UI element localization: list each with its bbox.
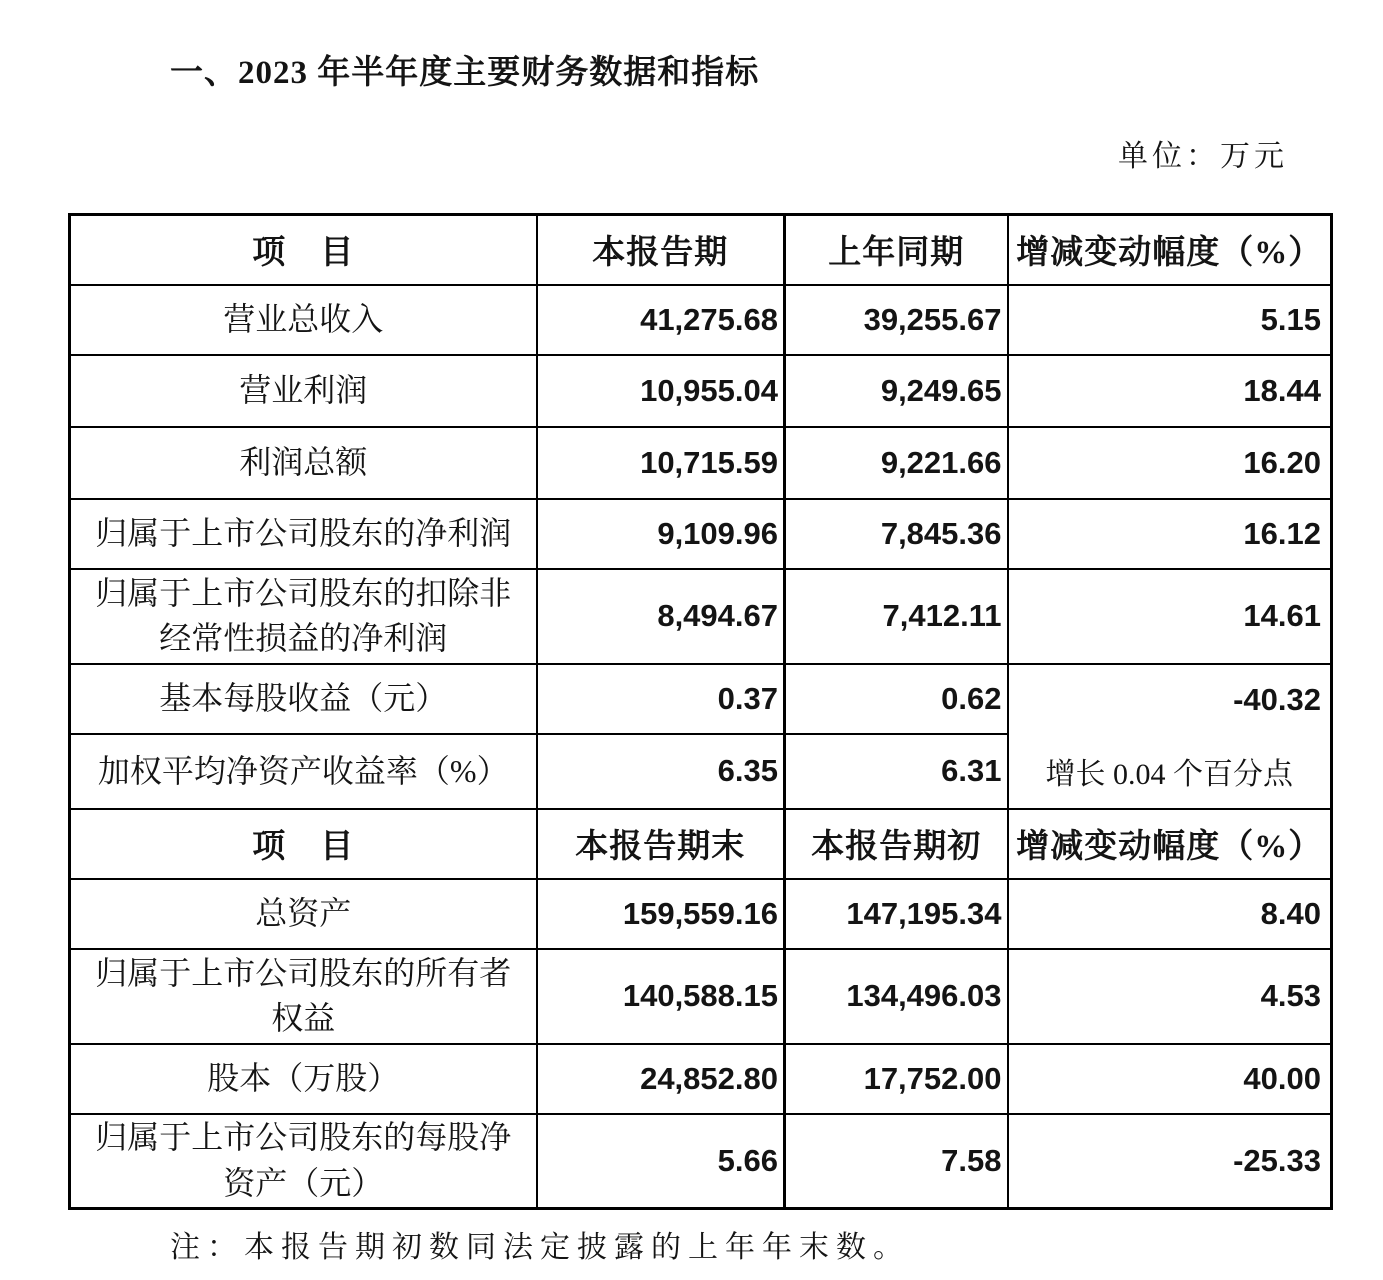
cell-prior: 6.31 [785, 734, 1008, 808]
cell-prior: 7,412.11 [785, 569, 1008, 664]
cell-item: 加权平均净资产收益率（%） [70, 734, 537, 808]
financial-table [68, 213, 1333, 1210]
cell-prior: 7,845.36 [785, 499, 1008, 569]
cell-item: 利润总额 [70, 427, 537, 499]
cell-item: 归属于上市公司股东的净利润 [70, 499, 537, 569]
change-roe-note: 增长 0.04 个百分点 [1045, 758, 1293, 791]
row-share-capital [70, 1044, 1332, 1114]
cell-item: 归属于上市公司股东的扣除非经常性损益的净利润 [70, 569, 537, 664]
cell-period-end: 5.66 [537, 1114, 785, 1209]
header-period-end: 本报告期末 [537, 809, 785, 879]
header-period-begin: 本报告期初 [785, 809, 1008, 879]
cell-prior: 0.62 [785, 664, 1008, 735]
cell-change: 8.40 [1008, 879, 1332, 949]
unit-label: 单位：万元 [1118, 140, 1288, 173]
change-eps-value: -40.32 [1233, 681, 1321, 717]
cell-current: 8,494.67 [537, 569, 785, 664]
cell-period-end: 140,588.15 [537, 949, 785, 1044]
row-net-assets-per-share [70, 1114, 1332, 1209]
cell-change-merged [1008, 664, 1332, 809]
header-row-balance [70, 809, 1332, 879]
header-item: 项 目 [70, 215, 537, 285]
cell-prior: 39,255.67 [785, 285, 1008, 355]
row-owners-equity [70, 949, 1332, 1044]
cell-item: 营业利润 [70, 355, 537, 427]
row-net-profit [70, 499, 1332, 569]
cell-current: 41,275.68 [537, 285, 785, 355]
cell-current: 9,109.96 [537, 499, 785, 569]
row-total-assets [70, 879, 1332, 949]
cell-change: -25.33 [1008, 1114, 1332, 1209]
row-total-revenue [70, 285, 1332, 355]
header-change-rate: 增减变动幅度（%） [1008, 215, 1332, 285]
row-operating-profit [70, 355, 1332, 427]
cell-current: 6.35 [537, 734, 785, 808]
footnote: 注：本报告期初数同法定披露的上年年末数。 [170, 1231, 910, 1264]
cell-current: 10,715.59 [537, 427, 785, 499]
cell-prior: 9,249.65 [785, 355, 1008, 427]
cell-change: 18.44 [1008, 355, 1332, 427]
cell-period-begin: 147,195.34 [785, 879, 1008, 949]
row-basic-eps [70, 664, 1332, 735]
header-item: 项 目 [70, 809, 537, 879]
row-total-profit [70, 427, 1332, 499]
cell-change: 40.00 [1008, 1044, 1332, 1114]
header-prior-period: 上年同期 [785, 215, 1008, 285]
cell-change: 4.53 [1008, 949, 1332, 1044]
cell-period-end: 24,852.80 [537, 1044, 785, 1114]
row-net-profit-deducted [70, 569, 1332, 664]
cell-item: 股本（万股） [70, 1044, 537, 1114]
cell-current: 10,955.04 [537, 355, 785, 427]
cell-item: 基本每股收益（元） [70, 664, 537, 735]
header-change-rate: 增减变动幅度（%） [1008, 809, 1332, 879]
cell-item: 总资产 [70, 879, 537, 949]
header-row-period [70, 215, 1332, 285]
cell-period-begin: 7.58 [785, 1114, 1008, 1209]
cell-period-begin: 17,752.00 [785, 1044, 1008, 1114]
cell-period-begin: 134,496.03 [785, 949, 1008, 1044]
cell-change: 16.12 [1008, 499, 1332, 569]
cell-prior: 9,221.66 [785, 427, 1008, 499]
cell-item: 归属于上市公司股东的所有者权益 [70, 949, 537, 1044]
header-current-period: 本报告期 [537, 215, 785, 285]
cell-item: 归属于上市公司股东的每股净资产（元） [70, 1114, 537, 1209]
cell-item: 营业总收入 [70, 285, 537, 355]
cell-change: 16.20 [1008, 427, 1332, 499]
cell-change: 14.61 [1008, 569, 1332, 664]
cell-change: 5.15 [1008, 285, 1332, 355]
cell-current: 0.37 [537, 664, 785, 735]
section-title: 一、2023 年半年度主要财务数据和指标 [170, 55, 760, 91]
cell-period-end: 159,559.16 [537, 879, 785, 949]
